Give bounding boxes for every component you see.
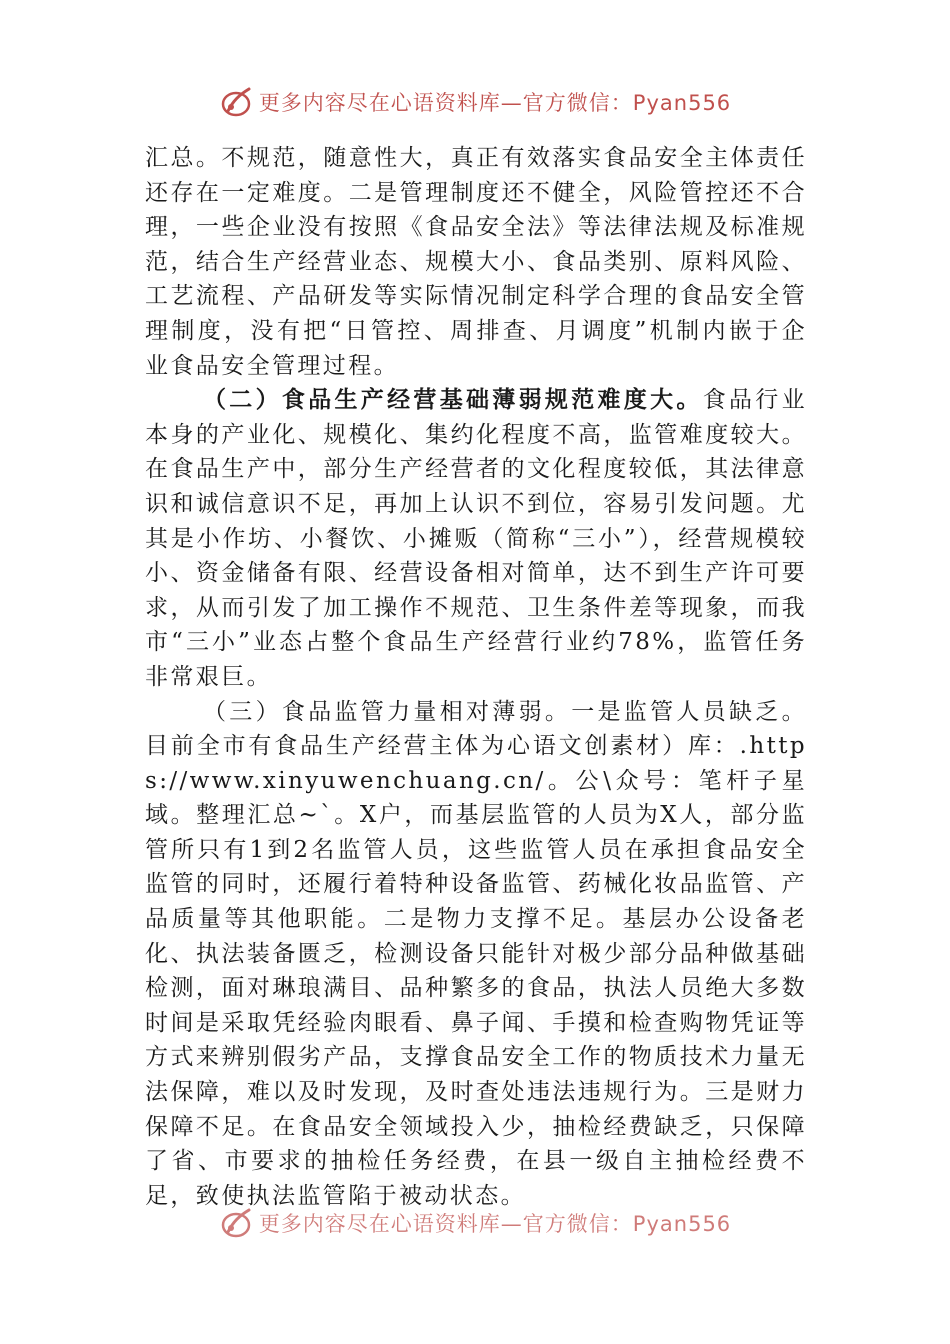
document-body: [145, 141, 807, 1213]
paragraph-2-body: 食品行业本身的产业化、规模化、集约化程度不高，监管难度较大。在食品生产中，部分生产经营者的文化程度较低，其法律意识和诚信意识不足，再加上认识不到位，容易引发问题。尤其是小作坊、小餐饮、小摊贩（简称“三小”），经营规模较小、资金储备有限、经营设备相对简单，达不到生产许可要求，从而引发了加工操作不规范、卫生条件差等现象，而我市“三小”业态占整个食品生产经营行业约78%，监管任务非常艰巨。: [145, 387, 807, 690]
header-watermark: [0, 82, 950, 122]
footer-watermark: [0, 1203, 950, 1243]
paragraph-3: （三）食品监管力量相对薄弱。一是监管人员缺乏。目前全市有食品生产经营主体为心语文创素材）库：.https://www.xinyuwenchuang.cn/。公\众号：笔杆子星域。整理汇总~`。X户，而基层监管的人员为X人，部分监管所只有1到2名监管人员，这些监管人员在承担食品安全监管的同时，还履行着特种设备监管、药械化妆品监管、产品质量等其他职能。二是物力支撑不足。基层办公设备老化、执法装备匮乏，检测设备只能针对极少部分品种做基础检测，面对琳琅满目、品种繁多的食品，执法人员绝大多数时间是采取凭经验肉眼看、鼻子闻、手摸和检查购物凭证等方式来辨别假劣产品，支撑食品安全工作的物质技术力量无法保障，难以及时发现，及时查处违法违规行为。三是财力保障不足。在食品安全领域投入少，抽检经费缺乏，只保障了省、市要求的抽检任务经费，在县一级自主抽检经费不足，致使执法监管陷于被动状态。: [145, 698, 807, 1209]
brush-logo-icon: [219, 1206, 253, 1240]
watermark-text: 更多内容尽在心语资料库—官方微信：Pyan556: [258, 1212, 732, 1236]
watermark-text: 更多内容尽在心语资料库—官方微信：Pyan556: [258, 91, 732, 115]
paragraph-1: 汇总。不规范，随意性大，真正有效落实食品安全主体责任还存在一定难度。二是管理制度还不健全，风险管控还不合理，一些企业没有按照《食品安全法》等法律法规及标准规范，结合生产经营业态、规模大小、食品类别、原料风险、工艺流程、产品研发等实际情况制定科学合理的食品安全管理制度，没有把“日管控、周排查、月调度”机制内嵌于企业食品安全管理过程。: [145, 145, 807, 379]
section-heading-2: （二）食品生产经营基础薄弱规范难度大。: [203, 386, 703, 414]
paragraph-2: [145, 383, 807, 694]
brush-logo-icon: [219, 85, 253, 119]
